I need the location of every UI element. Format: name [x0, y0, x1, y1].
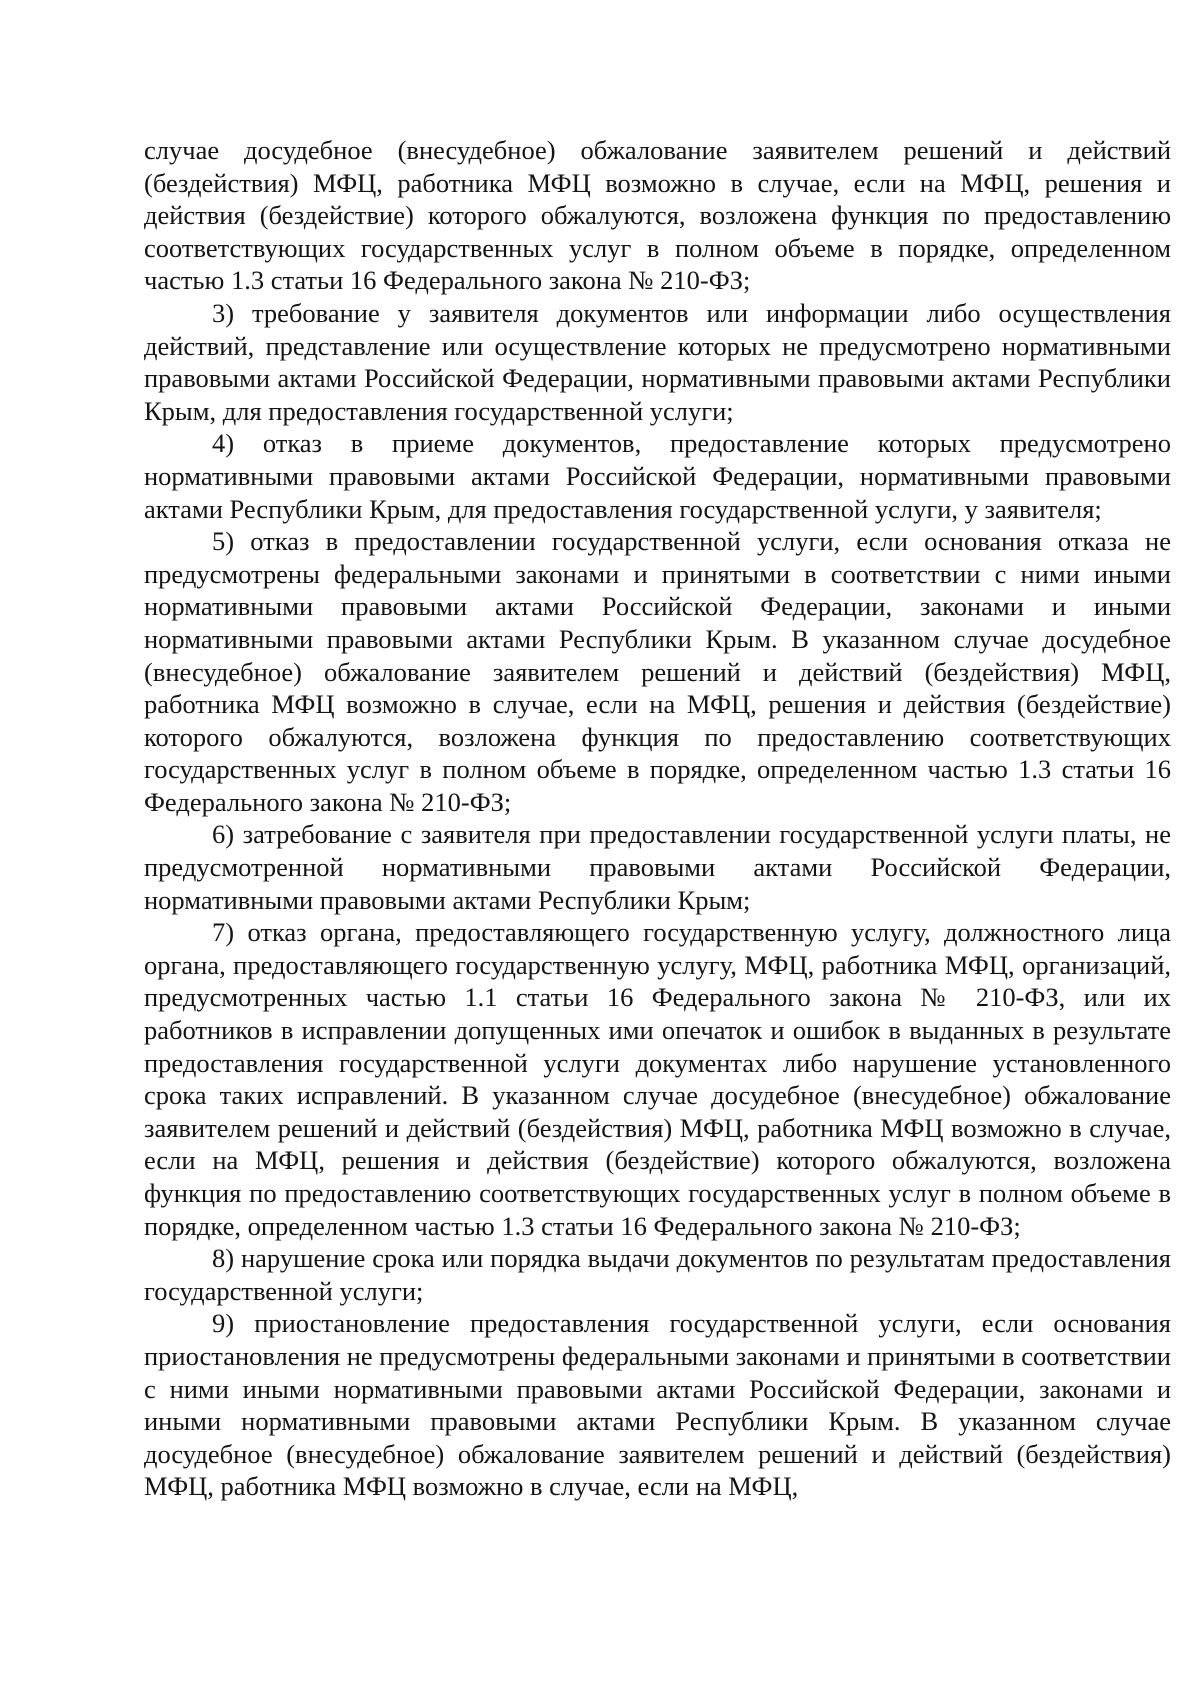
paragraph-item-6: 6) затребование с заявителя при предоставлении государственной услуги платы, не предусмотренной нормативными правовыми актами Российской Федерации, нормативными правовыми актами Республики Крым; [144, 819, 1171, 915]
document-page [144, 134, 1171, 1503]
paragraph-continuation: случае досудебное (внесудебное) обжалование заявителем решений и действий (бездействия) МФЦ, работника МФЦ возможно в случае, если на МФЦ, решения и действия (бездействие) которого обжалуются, возложена функция по предоставлению соответствующих государственных услуг в полном объеме в порядке, определенном частью 1.3 статьи 16 Федерального закона № 210-ФЗ; [144, 135, 1171, 296]
paragraph-item-7: 7) отказ органа, предоставляющего государственную услугу, должностного лица органа, предоставляющего государственную услугу, МФЦ, работника МФЦ, организаций, предусмотренных частью 1.1 статьи 16 Федерального закона № 210-ФЗ, или их работников в исправлении допущенных ими опечаток и ошибок в выданных в результате предоставления государственной услуги документах либо нарушение установленного срока таких исправлений. В указанном случае досудебное (внесудебное) обжалование заявителем решений и действий (бездействия) МФЦ, работника МФЦ возможно в случае, если на МФЦ, решения и действия (бездействие) которого обжалуются, возложена функция по предоставлению соответствующих государственных услуг в полном объеме в порядке, определенном частью 1.3 статьи 16 Федерального закона № 210-ФЗ; [144, 917, 1171, 1241]
paragraph-item-4: 4) отказ в приеме документов, предоставление которых предусмотрено нормативными правовыми актами Российской Федерации, нормативными правовыми актами Республики Крым, для предоставления государственной услуги, у заявителя; [144, 428, 1171, 524]
paragraph-item-8: 8) нарушение срока или порядка выдачи документов по результатам предоставления государственной услуги; [144, 1243, 1171, 1306]
paragraph-item-9: 9) приостановление предоставления государственной услуги, если основания приостановления не предусмотрены федеральными законами и принятыми в соответствии с ними иными нормативными правовыми актами Российской Федерации, законами и иными нормативными правовыми актами Республики Крым. В указанном случае досудебное (внесудебное) обжалование заявителем решений и действий (бездействия) МФЦ, работника МФЦ возможно в случае, если на МФЦ, [144, 1308, 1171, 1502]
paragraph-item-5: 5) отказ в предоставлении государственной услуги, если основания отказа не предусмотрены федеральными законами и принятыми в соответствии с ними иными нормативными правовыми актами Российской Федерации, законами и иными нормативными правовыми актами Республики Крым. В указанном случае досудебное (внесудебное) обжалование заявителем решений и действий (бездействия) МФЦ, работника МФЦ возможно в случае, если на МФЦ, решения и действия (бездействие) которого обжалуются, возложена функция по предоставлению соответствующих государственных услуг в полном объеме в порядке, определенном частью 1.3 статьи 16 Федерального закона № 210-ФЗ; [144, 526, 1171, 817]
paragraph-item-3: 3) требование у заявителя документов или информации либо осуществления действий, представление или осуществление которых не предусмотрено нормативными правовыми актами Российской Федерации, нормативными правовыми актами Республики Крым, для предоставления государственной услуги; [144, 297, 1171, 426]
